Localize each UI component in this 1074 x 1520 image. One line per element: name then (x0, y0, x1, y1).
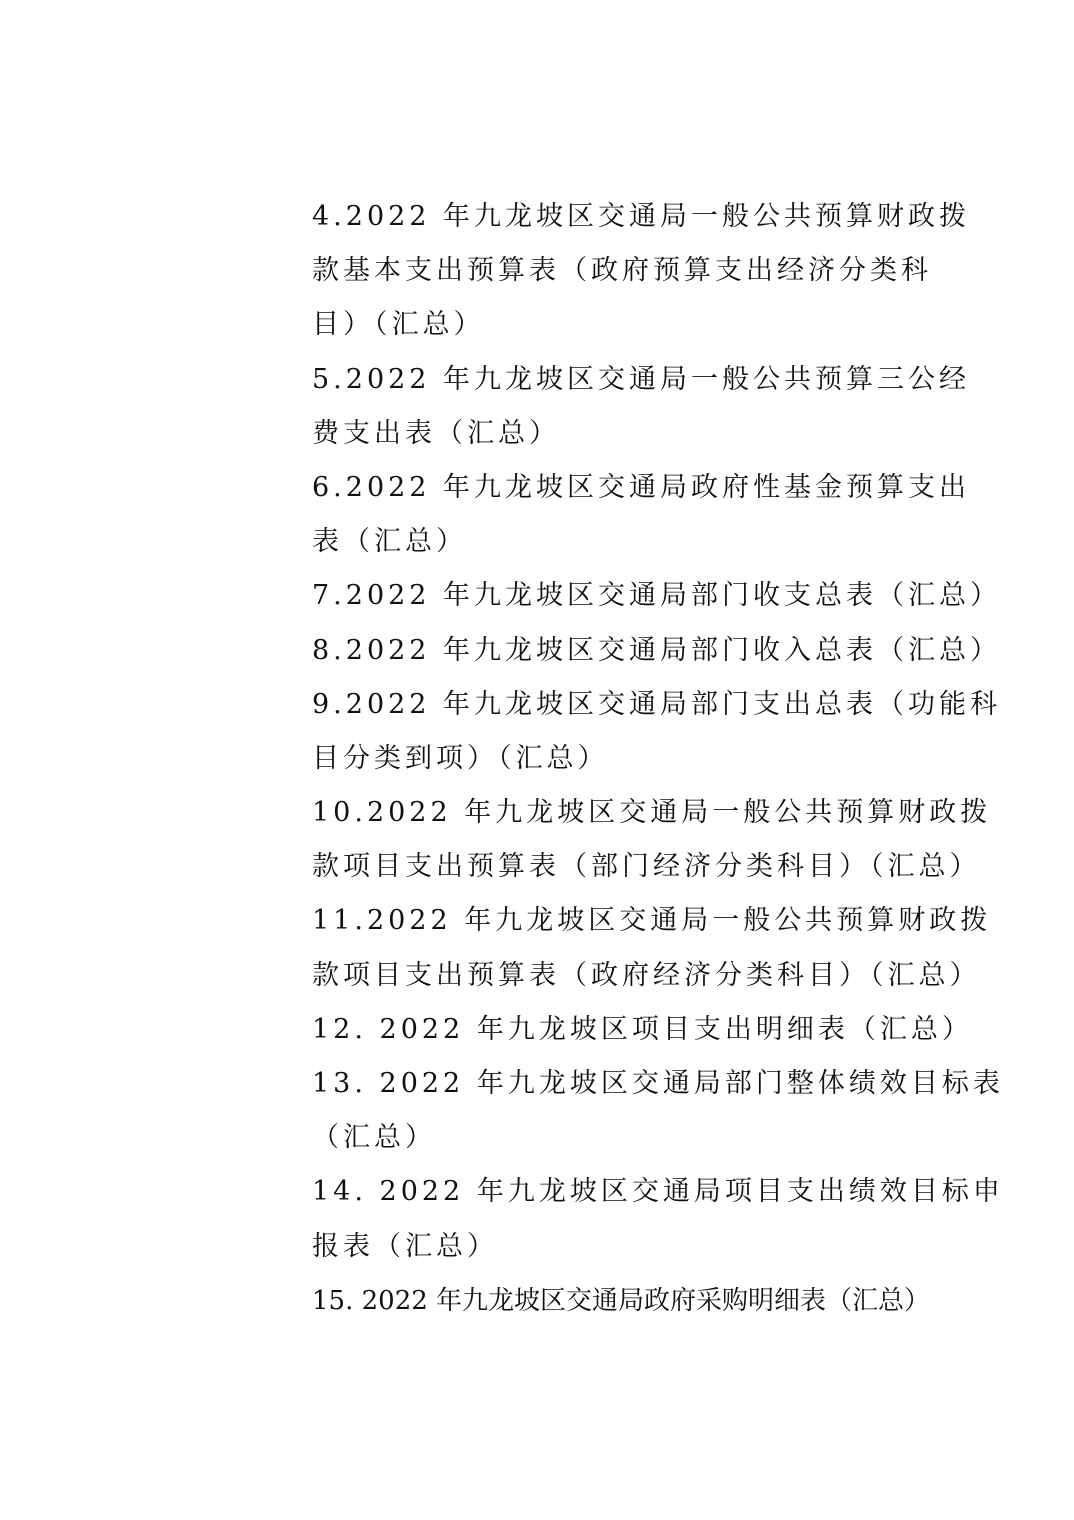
toc-line: 4.2022 年九龙坡区交通局一般公共预算财政拨 (312, 201, 971, 232)
toc-line: 款项目支出预算表（部门经济分类科目）（汇总） (312, 851, 981, 883)
toc-line: 目）（汇总） (312, 309, 485, 341)
toc-line: 10.2022 年九龙坡区交通局一般公共预算财政拨 (312, 797, 992, 829)
toc-line: 5.2022 年九龙坡区交通局一般公共预算三公经 (312, 363, 971, 395)
toc-line: 9.2022 年九龙坡区交通局部门支出总表（功能科 (312, 688, 1002, 720)
toc-line: 11.2022 年九龙坡区交通局一般公共预算财政拨 (312, 905, 992, 937)
toc-line: 款项目支出预算表（政府经济分类科目）（汇总） (312, 959, 981, 991)
toc-line: 13. 2022 年九龙坡区交通局部门整体绩效目标表 (312, 1068, 1004, 1099)
toc-line: 12. 2022 年九龙坡区项目支出明细表（汇总） (312, 1013, 973, 1045)
toc-line: 14. 2022 年九龙坡区交通局项目支出绩效目标申 (312, 1176, 1004, 1208)
toc-line: 7.2022 年九龙坡区交通局部门收支总表（汇总） (312, 580, 1002, 612)
toc-line: 费支出表（汇总） (312, 417, 560, 449)
toc-line: 15. 2022 年九龙坡区交通局政府采购明细表（汇总） (312, 1285, 931, 1316)
toc-line: （汇总） (312, 1122, 436, 1154)
table-of-contents-list (312, 190, 1004, 1328)
toc-line: 6.2022 年九龙坡区交通局政府性基金预算支出 (312, 471, 971, 503)
toc-line: 表（汇总） (312, 526, 467, 558)
toc-line: 8.2022 年九龙坡区交通局部门收入总表（汇总） (312, 634, 1002, 666)
toc-line: 目分类到项）（汇总） (312, 742, 609, 774)
toc-line: 款基本支出预算表（政府预算支出经济分类科 (312, 255, 932, 287)
toc-line: 报表（汇总） (312, 1230, 498, 1262)
